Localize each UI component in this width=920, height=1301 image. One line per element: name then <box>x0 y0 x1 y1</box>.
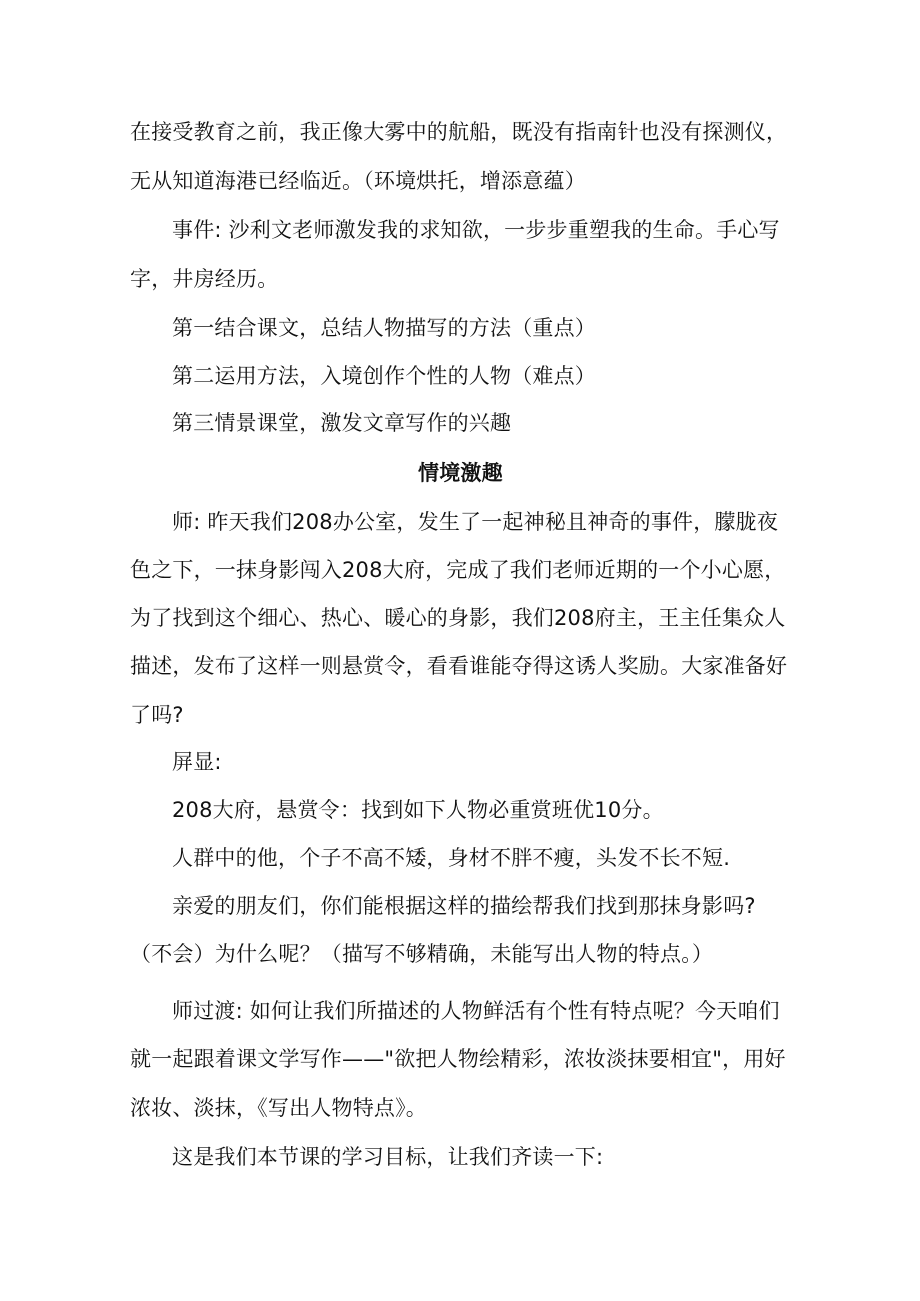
paragraph-line: 色之下，一抹身影闯入208大府，完成了我们老师近期的一个小心愿， <box>130 558 786 582</box>
section-heading: 情境激趣 <box>418 461 503 485</box>
objective-line: 第二运用方法，入境创作个性的人物（难点） <box>172 364 596 388</box>
objective-line: 第三情景课堂，激发文章写作的兴趣 <box>172 411 512 435</box>
paragraph-line: 字，井房经历。 <box>130 267 279 291</box>
paragraph-line: 为了找到这个细心、热心、暖心的身影，我们208府主，王主任集众人 <box>130 606 786 630</box>
paragraph-line: 在接受教育之前，我正像大雾中的航船，既没有指南针也没有探测仪， <box>130 120 788 144</box>
paragraph-line: 事件: 沙利文老师激发我的求知欲，一步步重塑我的生命。手心写 <box>172 218 780 242</box>
objective-line: 第一结合课文，总结人物描写的方法（重点） <box>172 316 596 340</box>
paragraph-line: 人群中的他，个子不高不矮，身材不胖不瘦，头发不长不短. <box>172 846 731 870</box>
paragraph-line: 就一起跟着课文学写作——"欲把人物绘精彩，浓妆淡抹要相宜"，用好 <box>130 1047 786 1071</box>
paragraph-line: 无从知道海港已经临近。（环境烘托，增添意蕴） <box>130 169 586 193</box>
paragraph-line: 屏显: <box>172 750 222 774</box>
paragraph-line: 师过渡: 如何让我们所描述的人物鲜活有个性有特点呢？今天咱们 <box>172 999 780 1023</box>
paragraph-line: 了吗? <box>130 703 184 727</box>
paragraph-line: 这是我们本节课的学习目标，让我们齐读一下: <box>172 1145 604 1169</box>
paragraph-line: 描述，发布了这样一则悬赏令，看看谁能夺得这诱人奖励。大家准备好 <box>130 654 788 678</box>
paragraph-line: （不会）为什么呢？（描写不够精确，未能写出人物的特点。） <box>130 942 714 966</box>
paragraph-line: 208大府，悬赏令：找到如下人物必重赏班优10分。 <box>172 798 664 822</box>
paragraph-line: 师: 昨天我们208办公室，发生了一起神秘且神奇的事件，朦胧夜 <box>172 510 779 534</box>
paragraph-line: 亲爱的朋友们，你们能根据这样的描绘帮我们找到那抹身影吗? <box>172 894 756 918</box>
paragraph-line: 浓妆、淡抹，《写出人物特点》。 <box>130 1096 427 1120</box>
